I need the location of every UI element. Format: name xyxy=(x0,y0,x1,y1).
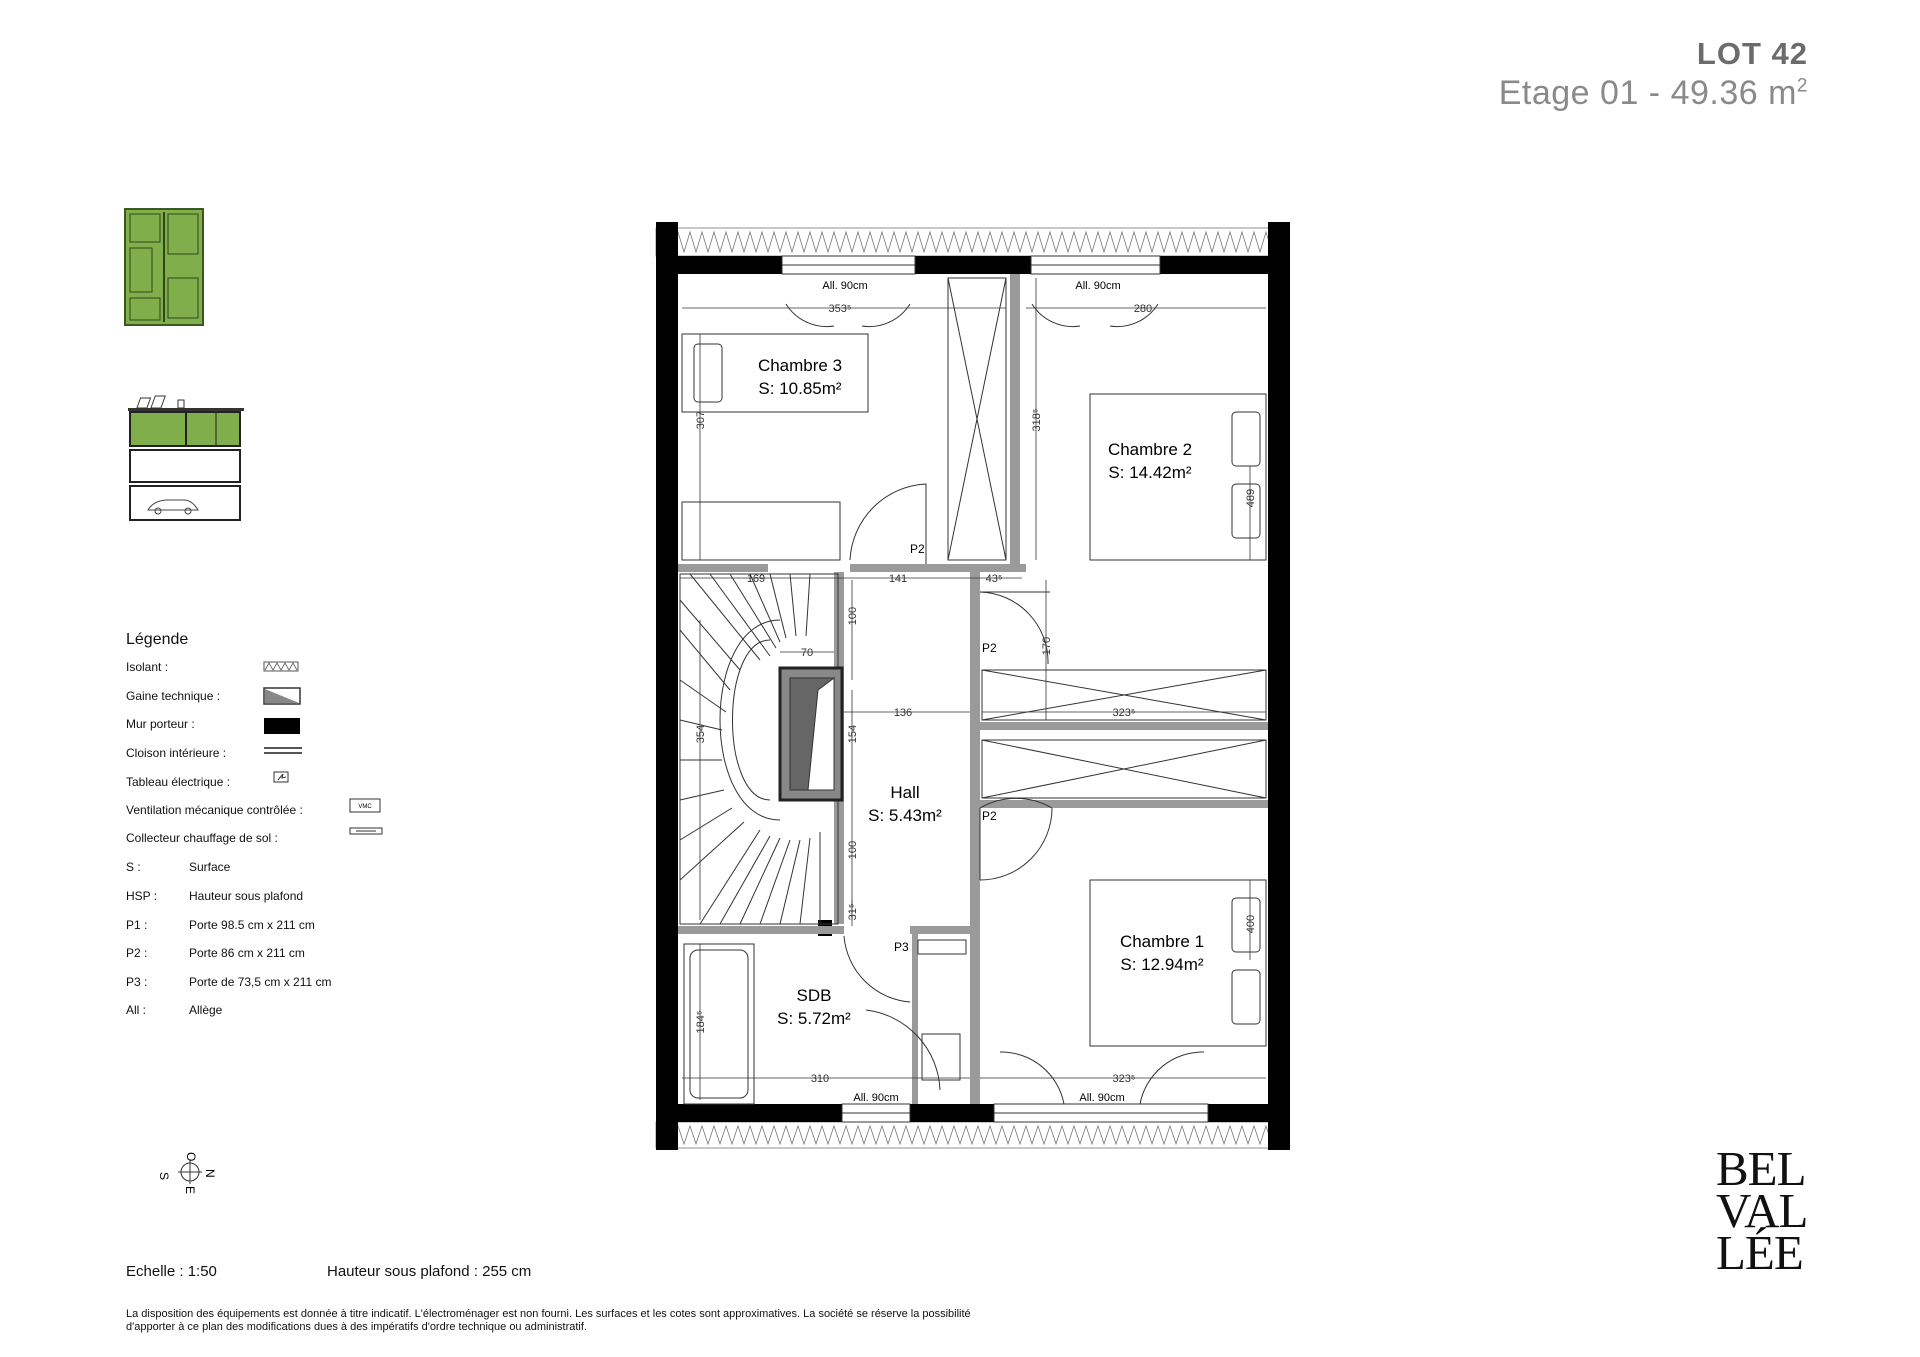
disclaimer-line-2: d'apporter à ce plan des modifications dues à des impératifs d'ordre technique ou administratif. xyxy=(126,1321,587,1333)
logo-line-3: LÉE xyxy=(1716,1225,1803,1280)
legend-item-vmc: Ventilation mécanique contrôlée : xyxy=(126,803,303,817)
floor-subtitle: Etage 01 - 49.36 $m^2$ xyxy=(1498,74,1808,112)
interior-partition-symbol xyxy=(264,748,302,753)
abbr-key-s: S : xyxy=(126,860,141,874)
door-tag-p2-b: P2 xyxy=(982,641,997,655)
window-note-1: All. 90cm xyxy=(822,280,868,292)
abbr-key-p2: P2 : xyxy=(126,946,148,960)
room-name-hall: Hall xyxy=(890,783,920,802)
dim-154: 154 xyxy=(847,724,859,744)
load-bearing-wall-symbol xyxy=(264,718,300,734)
dim-43: 43⁵ xyxy=(985,573,1003,585)
dim-323-a: 323⁵ xyxy=(1112,707,1136,719)
legend-title: Légende xyxy=(126,631,189,648)
dim-400: 400 xyxy=(1245,914,1257,934)
room-name-chambre-1: Chambre 1 xyxy=(1119,932,1205,951)
dim-100-b: 100 xyxy=(847,840,859,860)
windows xyxy=(782,256,1208,1122)
dim-70: 70 xyxy=(800,647,814,659)
insulation-top xyxy=(656,228,1290,256)
dim-323-b: 323⁵ xyxy=(1112,1073,1136,1085)
dim-136: 136 xyxy=(893,707,913,719)
dim-353: 353⁵ xyxy=(828,303,852,315)
dim-354: 354 xyxy=(695,724,707,744)
window-note-3: All. 90cm xyxy=(853,1092,899,1104)
room-surface-chambre-3: S: 10.85m² xyxy=(758,379,842,398)
dim-100-a: 100 xyxy=(847,606,859,626)
dim-307: 307 xyxy=(695,410,707,430)
floor-key-plan-thumbnail xyxy=(124,208,204,326)
legend-item-cloison: Cloison intérieure : xyxy=(126,746,227,760)
abbr-value-p1: Porte 98.5 cm x 211 cm xyxy=(189,918,315,932)
doors xyxy=(786,304,1204,1104)
wardrobes xyxy=(948,278,1266,798)
room-name-chambre-3: Chambre 3 xyxy=(757,356,843,375)
electrical-panel-symbol xyxy=(274,772,288,782)
disclaimer xyxy=(126,1308,1106,1334)
abbr-key-p1: P1 : xyxy=(126,918,148,932)
compass-n: N xyxy=(203,1169,217,1178)
logo-line-2: VAL xyxy=(1716,1183,1808,1238)
room-surface-sdb: S: 5.72m² xyxy=(777,1009,851,1028)
dim-310: 310 xyxy=(810,1073,830,1085)
disclaimer-line-1: La disposition des équipements est donnée à titre indicatif. L'électroménager est non fourni. Les surfaces et les cotes sont approximatives. La société se réserve la possibilité xyxy=(126,1308,971,1320)
legend-item-gaine: Gaine technique : xyxy=(126,689,221,703)
legend-symbols xyxy=(262,658,392,848)
staircase xyxy=(680,574,842,924)
abbr-value-p2: Porte 86 cm x 211 cm xyxy=(189,946,305,960)
abbr-value-s: Surface xyxy=(189,860,231,874)
dim-318: 318⁵ xyxy=(1031,408,1043,432)
abbr-key-all: All : xyxy=(126,1003,147,1017)
door-tag-p3: P3 xyxy=(894,940,909,954)
floor-heating-collector-symbol xyxy=(350,828,382,834)
room-surface-chambre-1: S: 12.94m² xyxy=(1120,955,1204,974)
dim-141: 141 xyxy=(888,573,908,585)
compass xyxy=(150,1142,230,1212)
legend-item-isolant: Isolant : xyxy=(126,660,169,674)
vmc-symbol xyxy=(350,799,380,812)
legend-item-collecteur: Collecteur chauffage de sol : xyxy=(126,831,278,845)
building-section-thumbnail xyxy=(126,394,246,522)
abbr-value-p3: Porte de 73,5 cm x 211 cm xyxy=(189,975,332,989)
dim-280: 280 xyxy=(1133,303,1153,315)
compass-e: E xyxy=(183,1186,197,1195)
dim-184: 184⁵ xyxy=(695,1010,707,1034)
room-name-chambre-2: Chambre 2 xyxy=(1107,440,1193,459)
legend-item-tableau: Tableau électrique : xyxy=(126,775,231,789)
abbr-key-p3: P3 : xyxy=(126,975,148,989)
ceiling-height-label: Hauteur sous plafond : 255 cm xyxy=(327,1263,532,1280)
dim-31: 31⁵ xyxy=(847,903,859,921)
door-tag-p2-a: P2 xyxy=(910,542,925,556)
window-note-4: All. 90cm xyxy=(1079,1092,1125,1104)
vmc-symbol-text: VMC xyxy=(358,804,372,810)
room-surface-chambre-2: S: 14.42m² xyxy=(1108,463,1192,482)
dim-169: 169 xyxy=(746,573,766,585)
abbr-key-hsp: HSP : xyxy=(126,889,158,903)
belvallee-logo xyxy=(1716,1141,1808,1280)
abbr-value-hsp: Hauteur sous plafond xyxy=(189,889,304,903)
abbr-value-all: Allège xyxy=(189,1003,223,1017)
compass-s: S xyxy=(157,1172,171,1181)
scale-label: Echelle : 1:50 xyxy=(126,1263,217,1280)
window-note-2: All. 90cm xyxy=(1075,280,1121,292)
logo-line-1: BEL xyxy=(1716,1141,1806,1196)
compass-o: O xyxy=(184,1152,198,1162)
floor-plan xyxy=(650,218,1290,1158)
room-surface-hall: S: 5.43m² xyxy=(868,806,942,825)
insulation-symbol xyxy=(264,662,298,671)
dim-489: 489 xyxy=(1245,488,1257,508)
legend-item-mur-porteur: Mur porteur : xyxy=(126,717,195,731)
technical-duct-symbol xyxy=(264,688,300,704)
lot-title: LOT 42 xyxy=(1696,36,1808,71)
insulation-bottom xyxy=(656,1122,1290,1148)
dim-170: 170 xyxy=(1041,636,1053,656)
room-name-sdb: SDB xyxy=(796,986,832,1005)
door-tag-p2-c: P2 xyxy=(982,809,997,823)
